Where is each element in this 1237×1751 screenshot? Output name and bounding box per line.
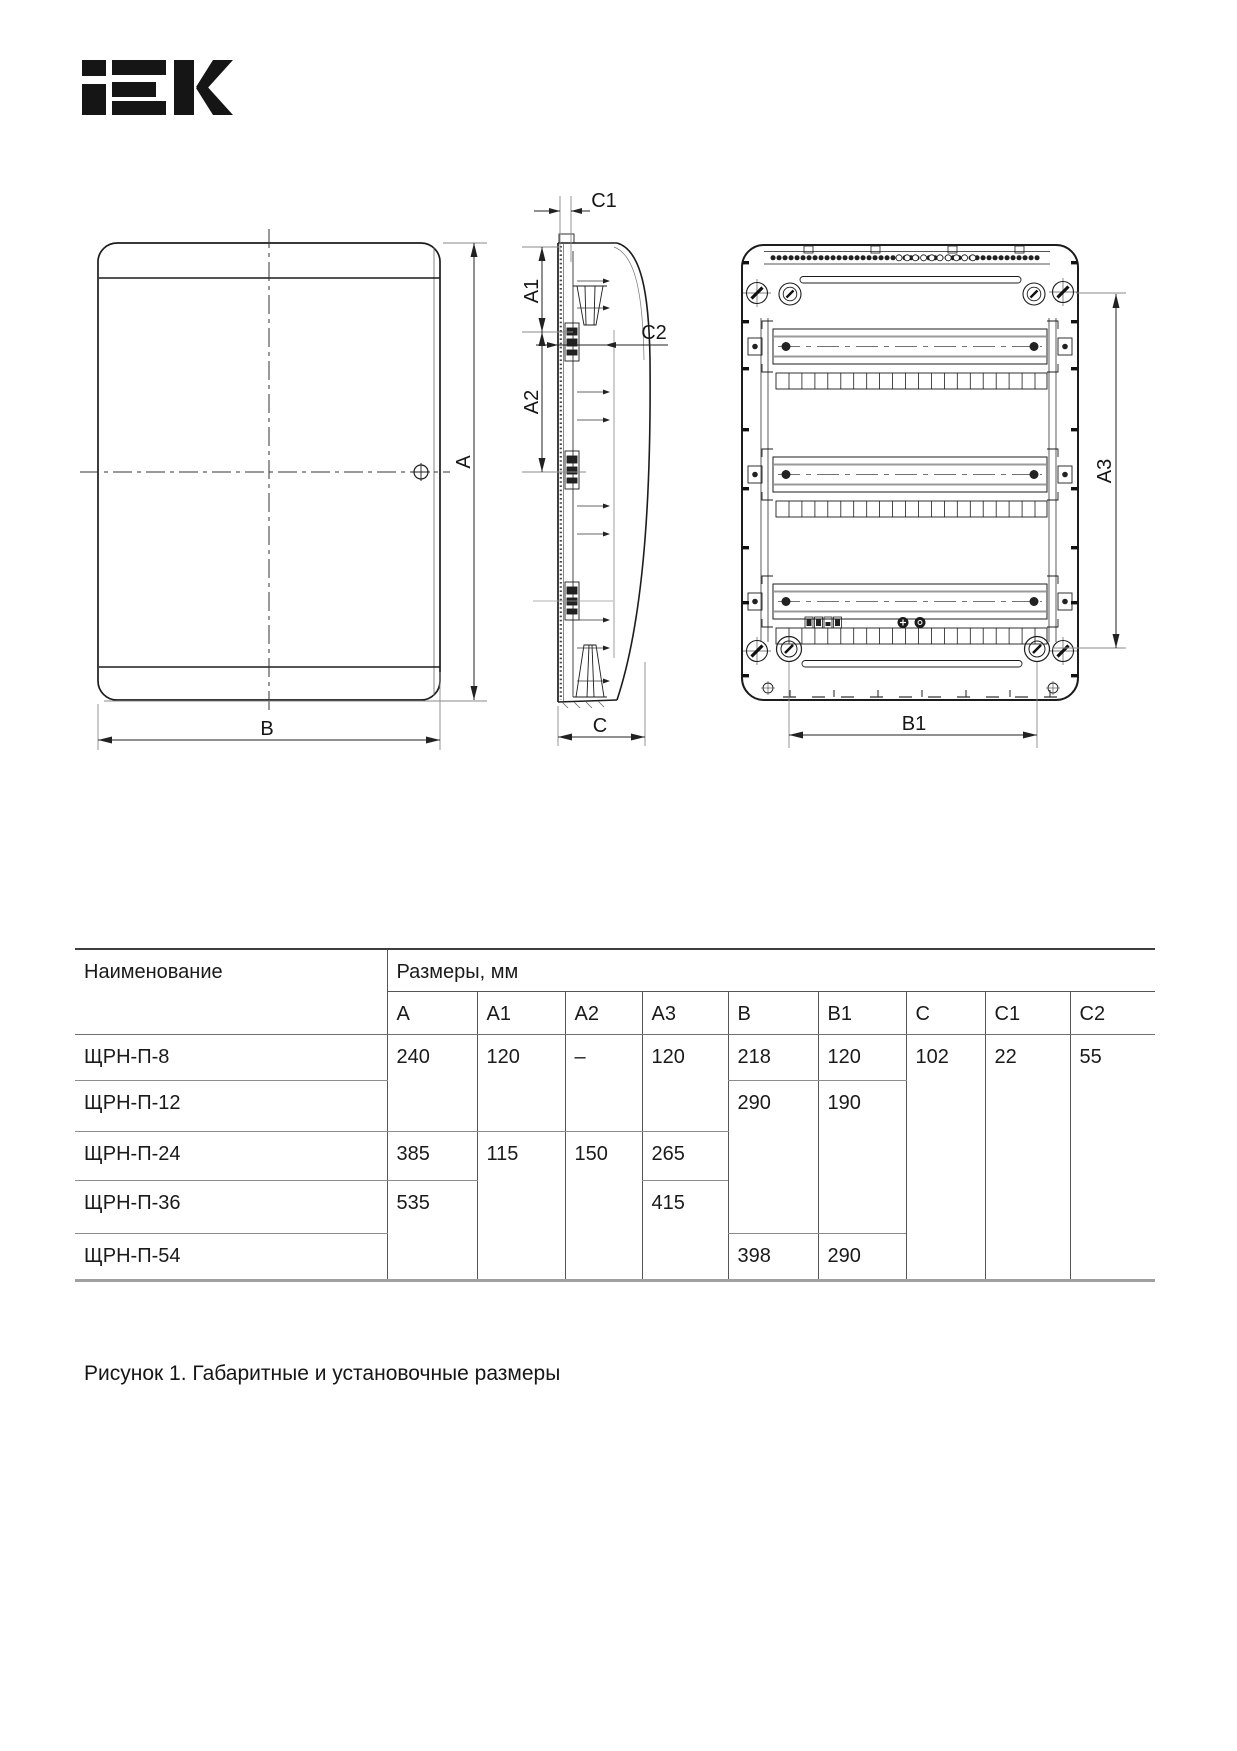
keyhole-mount-icon <box>779 283 801 305</box>
col-header-A: A <box>387 991 477 1034</box>
din-rail <box>748 449 1072 500</box>
bottom-cable-slot <box>802 661 1022 668</box>
value-B: 218 <box>728 1034 818 1080</box>
value-B1: 290 <box>818 1233 906 1280</box>
value-A: 240 <box>387 1034 477 1131</box>
technical-drawing <box>0 0 1237 800</box>
keyhole-mount-icon <box>1023 283 1045 305</box>
table-row <box>75 1034 1155 1080</box>
value-C2: 55 <box>1070 1034 1155 1280</box>
corner-screw-icon <box>761 681 775 695</box>
comb-strip <box>776 628 1047 644</box>
value-A: 385 <box>387 1131 477 1180</box>
value-A1: 115 <box>477 1131 565 1280</box>
dim-label-b1: B1 <box>901 713 927 735</box>
din-clip-sections <box>565 323 579 620</box>
value-A2: 150 <box>565 1131 642 1280</box>
din-rail <box>748 576 1072 627</box>
product-name: ЩРН-П-8 <box>75 1034 387 1080</box>
bottom-vent-dashes <box>783 690 1060 697</box>
value-B1: 190 <box>818 1080 906 1233</box>
col-header-A3: A3 <box>642 991 728 1034</box>
iek-logo <box>82 60 233 115</box>
value-A: 535 <box>387 1180 477 1280</box>
product-name: ЩРН-П-12 <box>75 1080 387 1131</box>
dim-C2 <box>536 322 668 348</box>
product-name: ЩРН-П-36 <box>75 1180 387 1233</box>
value-B1: 120 <box>818 1034 906 1080</box>
top-cable-slot <box>800 277 1021 284</box>
dim-A1 <box>521 247 573 332</box>
col-header-C1: C1 <box>985 991 1070 1034</box>
value-A3: 265 <box>642 1131 728 1180</box>
col-header-B1: B1 <box>818 991 906 1034</box>
fastener-pins <box>577 279 610 684</box>
value-A1: 120 <box>477 1034 565 1131</box>
screw-icon <box>743 637 771 665</box>
comb-strip <box>776 373 1047 389</box>
value-C1: 22 <box>985 1034 1070 1280</box>
col-header-C2: C2 <box>1070 991 1155 1034</box>
dim-label-a1: A1 <box>521 278 543 304</box>
dim-label-c1: C1 <box>591 190 617 212</box>
value-B: 398 <box>728 1233 818 1280</box>
mounting-channels <box>761 318 1056 642</box>
value-B: 290 <box>728 1080 818 1233</box>
support-pylon-top <box>573 286 607 325</box>
dim-label-b: B <box>260 718 274 740</box>
col-header-name: Наименование <box>75 949 387 1034</box>
col-header-C: C <box>906 991 985 1034</box>
rear-view <box>742 245 1078 700</box>
dimensions-table <box>75 948 1155 1282</box>
col-header-A1: A1 <box>477 991 565 1034</box>
corner-screw-icon <box>1046 681 1060 695</box>
keyhole-mount-icon <box>1025 637 1050 662</box>
value-A3: 120 <box>642 1034 728 1131</box>
value-A3: 415 <box>642 1180 728 1280</box>
dim-C1 <box>534 190 617 262</box>
col-header-A2: A2 <box>565 991 642 1034</box>
dim-label-a3: A3 <box>1094 458 1116 484</box>
screw-icon <box>743 279 771 307</box>
dim-label-c2: C2 <box>641 322 667 344</box>
dim-label-c: C <box>592 715 608 737</box>
comb-strip <box>776 501 1047 517</box>
support-pylon-bottom <box>573 645 607 697</box>
value-A2: – <box>565 1034 642 1131</box>
door-lock-icon <box>412 463 430 481</box>
front-view <box>80 229 450 714</box>
screw-icon <box>1049 637 1077 665</box>
vent-strip <box>764 246 1050 264</box>
product-name: ЩРН-П-54 <box>75 1233 387 1280</box>
din-rail <box>748 321 1072 372</box>
value-C: 102 <box>906 1034 985 1280</box>
screw-icon <box>1049 278 1077 306</box>
figure-caption: Рисунок 1. Габаритные и установочные размеры <box>84 1362 561 1385</box>
col-group-header-dimensions: Размеры, мм <box>387 949 1155 991</box>
dim-label-a2: A2 <box>521 389 543 415</box>
col-header-B: B <box>728 991 818 1034</box>
side-view <box>533 234 650 708</box>
dim-label-a: A <box>453 455 475 469</box>
edge-ticks <box>743 261 1078 677</box>
dim-B1 <box>789 662 1037 748</box>
product-name: ЩРН-П-24 <box>75 1131 387 1180</box>
